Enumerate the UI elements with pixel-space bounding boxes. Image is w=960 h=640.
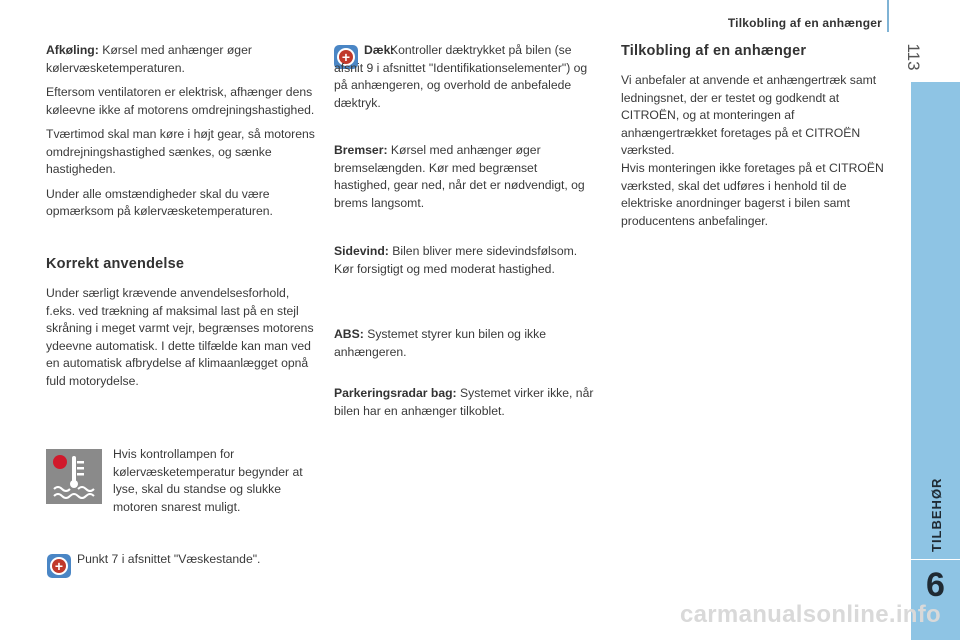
abs-text: Systemet styrer kun bilen og ikke anhængeren. [334,327,547,359]
fan-paragraph: Eftersom ventilatoren er elektrisk, afhænger dens køleevne ikke af motorens omdrejningshastighed. [46,85,315,117]
gear-paragraph: Tværtimod skal man køre i højt gear, så motorens omdrejningshastighed sænkes, og sænke hastigheden. [46,127,315,176]
parking-sensor-text: Systemet virker ikke, når bilen har en anhænger tilkoblet. [334,386,594,418]
info-plus-icon: + [47,554,71,578]
page-number: 113 [904,43,923,71]
abs-label: ABS: [334,327,364,341]
brakes-paragraph [334,142,596,212]
tyres-paragraph: Kontroller dæktrykket på bilen (se afsnit 9 i afsnittet "Identifikationselementer") og på anhængeren, og overhold de anbefalede dæktryk. [334,43,588,110]
brakes-label: Bremser: [334,143,388,157]
fitting-instructions-paragraph: Hvis monteringen ikke foretages på et CITROËN værksted, skal det udføres i henhold til de elektriske anordninger bagerst i bilen samt producentens anbefalinger. [621,161,884,228]
parking-sensor-label: Parkeringsradar bag: [334,386,457,400]
tyres-label: Dæk: [364,43,395,57]
chapter-number: 6 [926,566,945,604]
correct-use-heading: Korrekt anvendelse [46,256,185,272]
watermark: carmanualsonline.info [680,601,942,628]
fluid-level-reference: Punkt 7 i afsnittet "Væskestande". [77,552,261,566]
cooling-text: Kørsel med anhænger øger kølervæsketemperaturen. [46,43,252,75]
towbar-recommendation-paragraph: Vi anbefaler at anvende et anhængertræk samt ledningsnet, der er testet og godkendt at CITROËN, og at monteringen af anhængertrækket foretages på et CITROËN værksted. [621,73,877,157]
abs-paragraph [334,326,596,361]
side-tab-divider [911,559,960,560]
chapter-label: TILBEHØR [929,477,944,552]
brakes-text: Kørsel med anhænger øger bremselængden. Kør med begrænset hastighed, gear ned, når det er nødvendigt, og brems langsomt. [334,143,585,210]
cooling-paragraph [46,42,318,77]
coolant-temperature-warning-icon [46,449,102,504]
tyres-info-plus-icon: + [334,45,358,69]
crosswind-label: Sidevind: [334,244,389,258]
left-column [46,42,318,221]
parking-sensor-paragraph [334,385,606,420]
attention-paragraph: Under alle omstændigheder skal du være opmærksom på kølervæsketemperaturen. [46,186,273,218]
crosswind-paragraph [334,243,596,278]
towing-heading: Tilkobling af en anhænger [621,43,807,59]
warning-paragraph: Hvis kontrollampen for kølervæsketemperatur begynder at lyse, skal du standse og slukke motoren snarest muligt. [113,447,303,514]
cooling-label: Afkøling: [46,43,99,57]
header-rule [887,0,889,32]
running-title: Tilkobling af en anhænger [727,16,882,30]
crosswind-text: Bilen bliver mere sidevindsfølsom. Kør forsigtigt og med moderat hastighed. [334,244,578,276]
correct-use-paragraph: Under særligt krævende anvendelsesforhold, f.eks. ved trækning af maksimal last på en stejl skråning i meget varmt vejr, begrænses motorens ydeevne automatisk. I dette tilfælde kan man ved en automatisk afbrydelse af klimaanlægget opnå fuld motorydelse. [46,286,314,388]
chapter-side-tab [911,82,960,640]
